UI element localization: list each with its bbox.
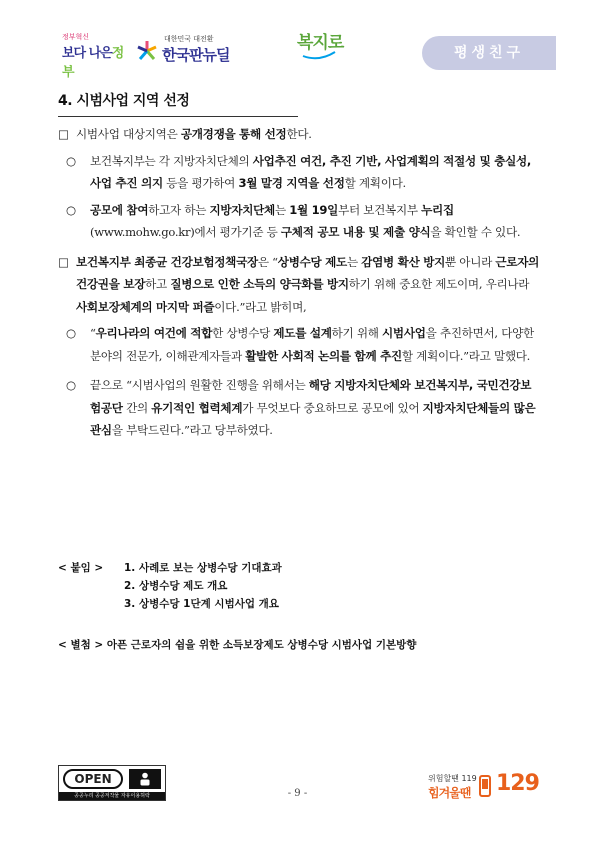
circle-bullet-icon: ○ <box>66 326 76 340</box>
bokjiro-logo: 복지로 <box>297 28 343 53</box>
attachment-row <box>58 577 548 595</box>
paragraph-director-quote: □ 보건복지부 최종균 건강보험정책국장은 “상병수당 제도는 감염병 확산 방지뿐 아니라 근로자의 건강권을 보장하고 질병으로 인한 소득의 양극화를 방지하기 위해 중요한 제도이며, 우리나라 사회보장체계의 마지막 퍼즐이다.”라고 밝히며, <box>58 251 542 319</box>
attachment-row <box>58 595 548 613</box>
attachment-item: 3. 상병수당 1단계 시범사업 개요 <box>124 598 279 610</box>
attachment-row <box>58 559 548 577</box>
section-title-wrap <box>58 90 298 117</box>
swoosh-icon <box>301 50 337 60</box>
circle-bullet-icon: ○ <box>66 378 76 392</box>
attachments-list <box>58 559 548 613</box>
square-bullet-icon: □ <box>58 254 69 269</box>
korean-new-deal-logo: 대한민국 대전환 한국판뉴딜 <box>136 32 256 70</box>
phone-icon <box>478 775 492 797</box>
attachment-item: 2. 상병수당 제도 개요 <box>124 580 228 592</box>
page-number: - 9 - <box>287 788 308 799</box>
circle-bullet-icon: ○ <box>66 202 76 217</box>
open-license-strip: 공공누리 공공저작물 자유이용허락 <box>59 792 165 800</box>
page-header <box>0 20 595 80</box>
attachment-item: 1. 사례로 보는 상병수당 기대효과 <box>124 562 282 574</box>
square-bullet-icon: □ <box>58 127 69 141</box>
paragraph-selection-method: □ 시범사업 대상지역은 공개경쟁을 통해 선정한다. <box>58 123 542 146</box>
paragraph-cooperation: ○ 끝으로 “시범사업의 원활한 진행을 위해서는 해당 지방자치단체와 보건복지부, 국민건강보험공단 간의 유기적인 협력체계가 무엇보다 중요하므로 공모에 있어 지방자치단체들의 많은 관심을 부탁드린다.”라고 당부하였다. <box>58 374 542 442</box>
open-mark: OPEN <box>63 769 123 789</box>
government-innovation-logo: 정부혁신 보다 나은정부 <box>62 33 124 80</box>
paragraph-evaluation: ○ 보건복지부는 각 지방자치단체의 사업추진 여건, 추진 기반, 사업계획의 적절성 및 충실성, 사업 추진 의지 등을 평가하여 3월 말경 지역을 선정할 계획이다. <box>58 150 542 195</box>
hotline-129-logo: 위험할땐 119 힘겨울땐 129 <box>428 771 539 800</box>
lifelong-friend-banner: 평생친구 <box>422 36 556 70</box>
person-glyph <box>139 772 151 786</box>
document-body <box>58 123 542 442</box>
section-title: 4. 시범사업 지역 선정 <box>58 90 298 117</box>
paragraph-design-plan: ○ “우리나라의 여건에 적합한 상병수당 제도를 설계하기 위해 시범사업을 추진하면서, 다양한 분야의 전문가, 이해관계자들과 활발한 사회적 논의를 함께 추진할 계획이다.”라고 말했다. <box>58 322 542 367</box>
pinwheel-icon <box>136 40 158 62</box>
annex-note: < 별첨 > 아픈 근로자의 쉼을 위한 소득보장제도 상병수당 시범사업 기본방향 <box>58 639 417 651</box>
person-icon <box>129 769 161 789</box>
circle-bullet-icon: ○ <box>66 153 76 168</box>
attachments-label: < 붙임 > <box>58 562 104 574</box>
paragraph-application: ○ 공모에 참여하고자 하는 지방자치단체는 1월 19일부터 보건복지부 누리집(www.mohw.go.kr)에서 평가기준 등 구체적 공모 내용 및 제출 양식을 확인할 수 있다. <box>58 199 542 244</box>
